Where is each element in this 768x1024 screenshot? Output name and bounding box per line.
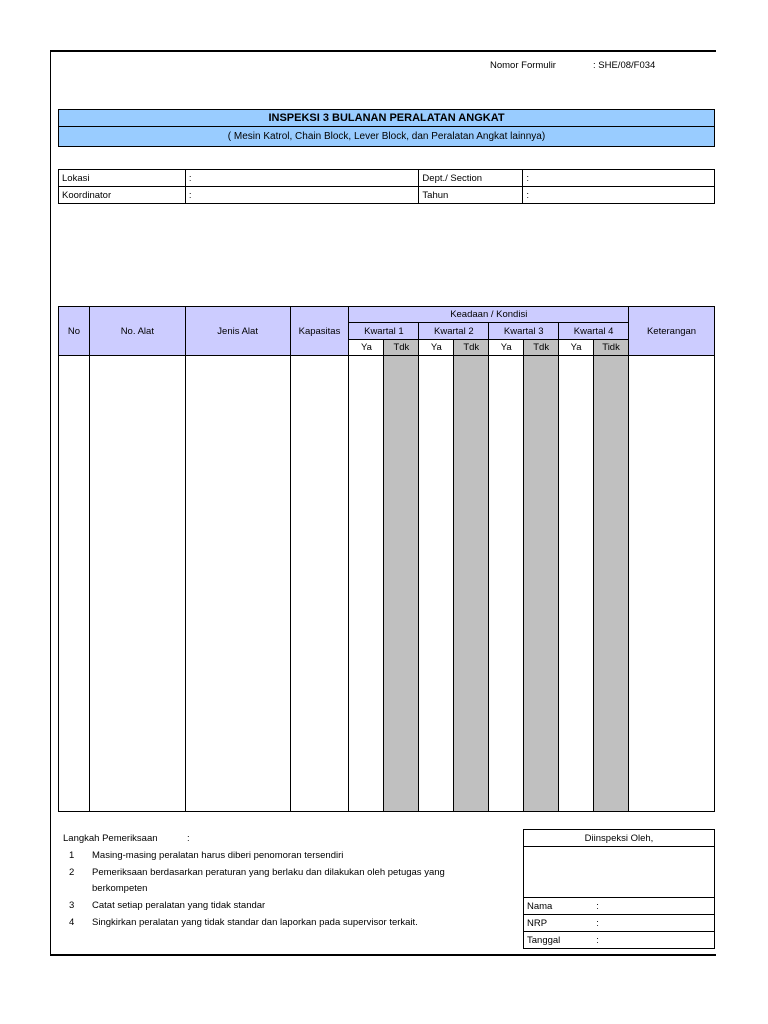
col-header-no-alat: No. Alat <box>89 307 185 356</box>
cell-kapasitas[interactable] <box>290 356 349 812</box>
col-header-no: No <box>59 307 90 356</box>
cell-jenis-alat[interactable] <box>185 356 290 812</box>
cell-tdk-2[interactable] <box>454 356 489 812</box>
col-header-kapasitas: Kapasitas <box>290 307 349 356</box>
page-frame-left <box>50 50 51 955</box>
col-header-ya-2: Ya <box>419 340 454 356</box>
cell-ya-3[interactable] <box>489 356 524 812</box>
nama-field[interactable]: : <box>593 898 714 915</box>
table-row <box>59 356 715 812</box>
col-header-ya-4: Ya <box>559 340 594 356</box>
tanggal-label: Tanggal <box>524 932 594 949</box>
cell-ya-2[interactable] <box>419 356 454 812</box>
col-header-keterangan: Keterangan <box>629 307 715 356</box>
col-header-tdk-1: Tdk <box>384 340 419 356</box>
col-header-jenis-alat: Jenis Alat <box>185 307 290 356</box>
cell-tdk-1[interactable] <box>384 356 419 812</box>
step-text-continued: berkompeten <box>92 883 148 894</box>
col-header-ya-3: Ya <box>489 340 524 356</box>
col-header-keadaan: Keadaan / Kondisi <box>349 307 629 323</box>
tanggal-field[interactable]: : <box>593 932 714 949</box>
signature-area[interactable] <box>524 847 715 898</box>
col-header-kwartal-3: Kwartal 3 <box>489 323 559 340</box>
koordinator-field[interactable]: : <box>185 187 419 204</box>
col-header-kwartal-4: Kwartal 4 <box>559 323 629 340</box>
cell-tdk-3[interactable] <box>524 356 559 812</box>
inspection-table <box>58 306 715 812</box>
col-header-kwartal-2: Kwartal 2 <box>419 323 489 340</box>
page-frame-top <box>50 50 716 52</box>
lokasi-field[interactable]: : <box>185 170 419 187</box>
col-header-kwartal-1: Kwartal 1 <box>349 323 419 340</box>
col-header-tdk-2: Tdk <box>454 340 489 356</box>
koordinator-label: Koordinator <box>59 187 186 204</box>
cell-no[interactable] <box>59 356 90 812</box>
cell-tdk-4[interactable] <box>594 356 629 812</box>
step-number: 1 <box>69 850 75 861</box>
step-text: Singkirkan peralatan yang tidak standar dan laporkan pada supervisor terkait. <box>92 917 418 928</box>
nama-label: Nama <box>524 898 594 915</box>
cell-ya-4[interactable] <box>559 356 594 812</box>
col-header-tdk-3: Tdk <box>524 340 559 356</box>
nrp-field[interactable]: : <box>593 915 714 932</box>
form-number-label: Nomor Formulir <box>490 60 556 71</box>
page-frame-bottom <box>50 954 716 956</box>
form-number-value: : SHE/08/F034 <box>593 60 656 71</box>
form-subtitle: ( Mesin Katrol, Chain Block, Lever Block, dan Peralatan Angkat lainnya) <box>58 126 715 147</box>
form-title: INSPEKSI 3 BULANAN PERALATAN ANGKAT <box>58 109 715 127</box>
step-text: Masing-masing peralatan harus diberi penomoran tersendiri <box>92 850 344 861</box>
lokasi-label: Lokasi <box>59 170 186 187</box>
col-header-tdk-4: Tidk <box>594 340 629 356</box>
dept-field[interactable]: : <box>523 170 715 187</box>
tahun-label: Tahun <box>419 187 523 204</box>
dept-label: Dept./ Section <box>419 170 523 187</box>
step-number: 4 <box>69 917 75 928</box>
info-table <box>58 169 715 204</box>
signature-heading: Diinspeksi Oleh, <box>524 830 715 847</box>
step-number: 2 <box>69 867 75 878</box>
cell-keterangan[interactable] <box>629 356 715 812</box>
signature-box <box>523 829 715 949</box>
steps-colon: : <box>187 833 190 844</box>
tahun-field[interactable]: : <box>523 187 715 204</box>
step-number: 3 <box>69 900 75 911</box>
steps-heading: Langkah Pemeriksaan <box>63 833 158 844</box>
nrp-label: NRP <box>524 915 594 932</box>
cell-ya-1[interactable] <box>349 356 384 812</box>
col-header-ya-1: Ya <box>349 340 384 356</box>
step-text: Catat setiap peralatan yang tidak standar <box>92 900 266 911</box>
cell-no-alat[interactable] <box>89 356 185 812</box>
step-text: Pemeriksaan berdasarkan peraturan yang berlaku dan dilakukan oleh petugas yang <box>92 867 445 878</box>
